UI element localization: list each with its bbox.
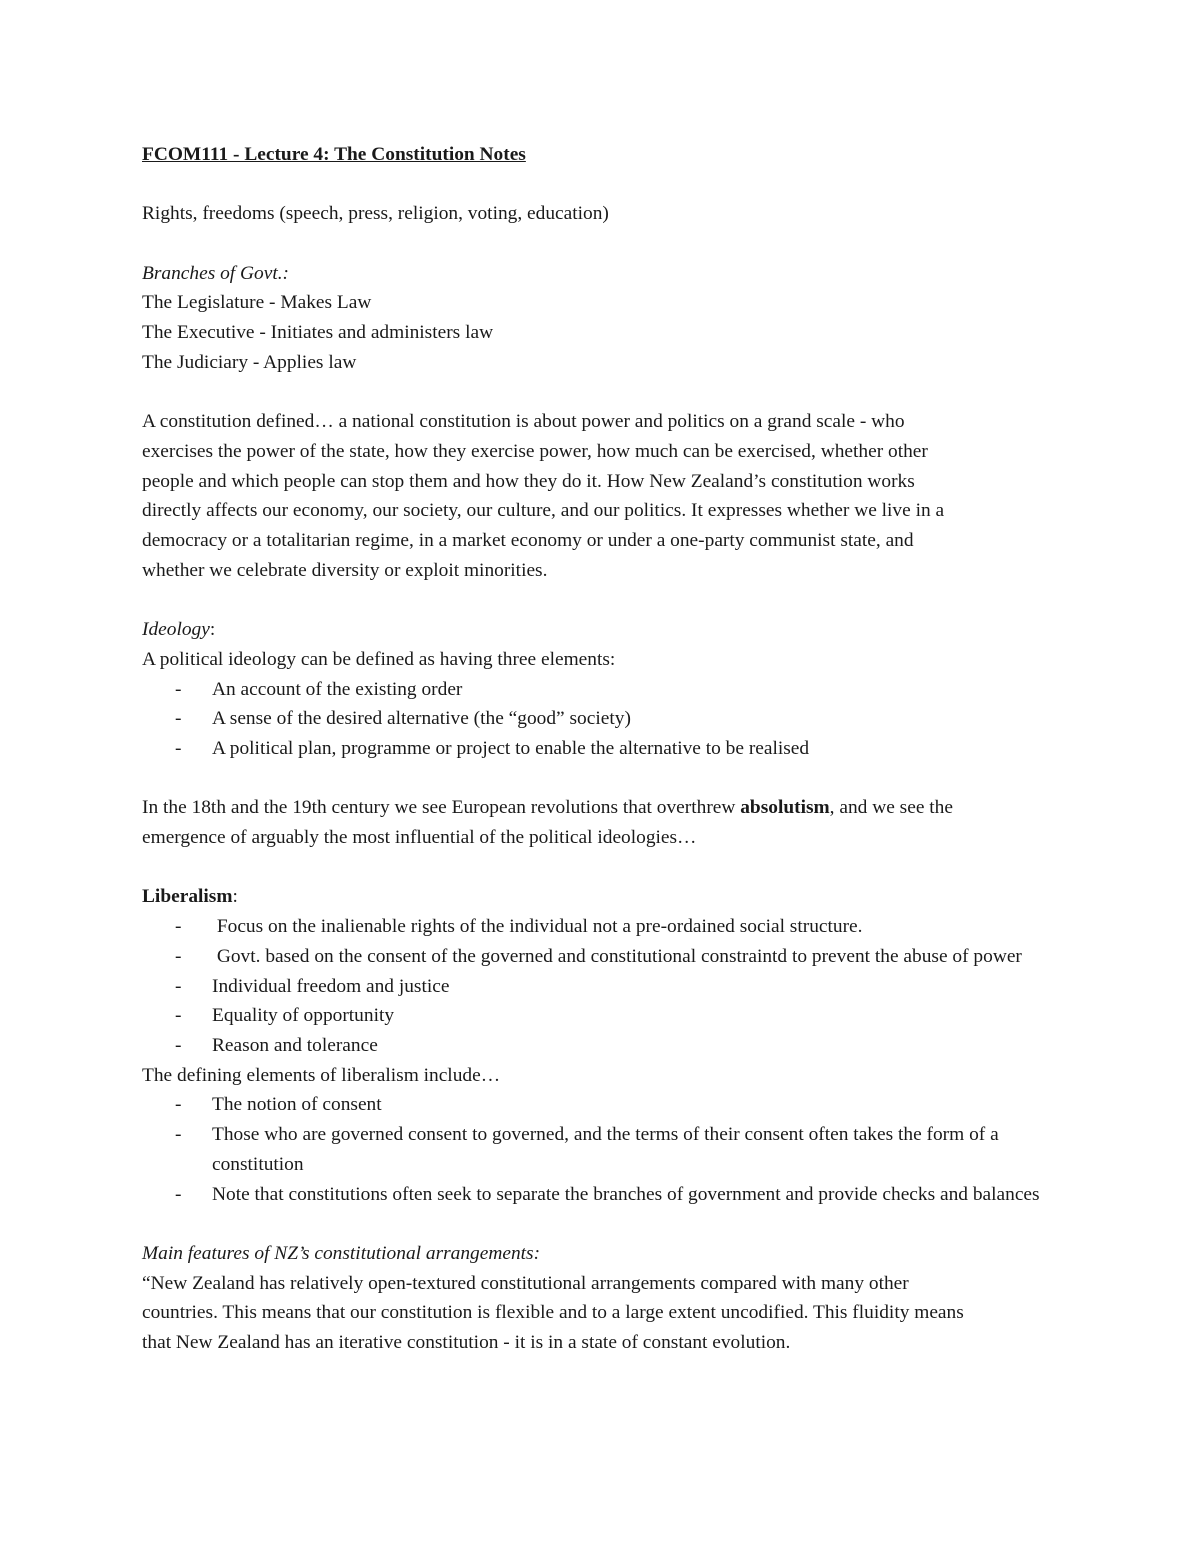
paragraph-line: directly affects our economy, our society, our culture, and our politics. It expresses whether we live in a [142,500,945,522]
list-item [142,972,1072,1002]
branches-heading: Branches of Govt.: [142,262,290,284]
paragraph-line: that New Zealand has an iterative constitution - it is in a state of constant evolution. [142,1332,791,1354]
dash-bullet: - [175,678,182,700]
list-item [142,912,1072,942]
revolutions-text: In the 18th and the 19th century we see European revolutions that overthrew [142,797,741,819]
liberalism-heading-colon: : [232,886,238,908]
list-item-text: An account of the existing order [212,678,463,700]
dash-bullet: - [175,738,182,759]
list-item [142,1001,1072,1031]
paragraph-line: democracy or a totalitarian regime, in a market economy or under a one-party communist state, and [142,530,914,552]
rights-line: Rights, freedoms (speech, press, religion, voting, education) [142,203,609,225]
list-item-text: Those who are governed consent to governed, and the terms of their consent often takes the form of a constitution [212,1124,999,1175]
ideology-intro: A political ideology can be defined as having three elements: [142,648,616,670]
paragraph-line: exercises the power of the state, how they exercise power, how much can be exercised, whether other [142,440,928,462]
absolutism-term: absolutism [740,797,830,819]
spacer [142,1209,1072,1239]
list-item-text: A political plan, programme or project to enable the alternative to be realised [212,738,810,759]
list-item [142,704,1072,734]
dash-bullet: - [175,1005,182,1027]
ideology-heading-colon: : [209,619,216,641]
list-item-text: The notion of consent [212,1094,382,1116]
dash-bullet: - [175,916,182,938]
dash-bullet: - [175,1183,182,1205]
document-page [142,140,1072,1358]
list-item-text: Govt. based on the consent of the governed and constitutional constraintd to prevent the abuse of power [212,945,1022,967]
list-item [142,1120,1072,1179]
paragraph-line: people and which people can stop them and how they do it. How New Zealand’s constitution works [142,470,915,492]
branch-item: The Judiciary - Applies law [142,351,357,373]
paragraph-line: “New Zealand has relatively open-textured constitutional arrangements compared with many other [142,1272,909,1294]
list-item-text: A sense of the desired alternative (the “good” society) [212,708,631,730]
paragraph-line: whether we celebrate diversity or exploit minorities. [142,559,548,581]
list-item [142,1031,1072,1061]
list-item-text: Note that constitutions often seek to separate the branches of government and provide checks and balances [212,1183,1040,1205]
revolutions-line-2: emergence of arguably the most influential of the political ideologies… [142,827,697,849]
list-item-text: Individual freedom and justice [212,975,450,997]
paragraph-line: countries. This means that our constitution is flexible and to a large extent uncodified. This fluidity means [142,1302,964,1324]
spacer [142,853,1072,883]
nz-features-paragraph [142,1269,1072,1358]
dash-bullet: - [175,945,182,967]
revolutions-text: , and we see the [829,797,953,819]
ideology-list [142,675,1072,764]
spacer [142,586,1072,616]
list-item-text: Equality of opportunity [212,1005,395,1027]
dash-bullet: - [175,975,182,997]
spacer [142,229,1072,259]
liberalism-heading: Liberalism [142,886,233,908]
list-item-text: Reason and tolerance [212,1035,378,1056]
liberalism-list [142,912,1072,1061]
dash-bullet: - [175,1094,182,1116]
dash-bullet: - [175,1035,182,1056]
spacer [142,170,1072,200]
defining-elements-list [142,1090,1072,1209]
branch-item: The Executive - Initiates and administers law [142,322,494,344]
defining-elements-intro: The defining elements of liberalism include… [142,1064,501,1086]
list-item [142,1180,1072,1210]
list-item [142,675,1072,705]
list-item [142,734,1072,764]
list-item-text: Focus on the inalienable rights of the individual not a pre-ordained social structure. [212,916,863,938]
ideology-heading-row [142,615,1072,645]
nz-features-heading: Main features of NZ’s constitutional arrangements: [142,1242,541,1264]
paragraph-line: A constitution defined… a national constitution is about power and politics on a grand scale - who [142,411,905,433]
list-item [142,1090,1072,1120]
dash-bullet: - [175,1124,182,1146]
list-item [142,942,1072,972]
constitution-defined-paragraph [142,407,1072,585]
branch-item: The Legislature - Makes Law [142,292,372,314]
dash-bullet: - [175,708,182,730]
spacer [142,764,1072,794]
liberalism-heading-row [142,882,1072,912]
ideology-heading: Ideology [142,619,210,641]
revolutions-line-1 [142,793,1072,823]
page-title: FCOM111 - Lecture 4: The Constitution Notes [142,144,526,165]
spacer [142,378,1072,408]
